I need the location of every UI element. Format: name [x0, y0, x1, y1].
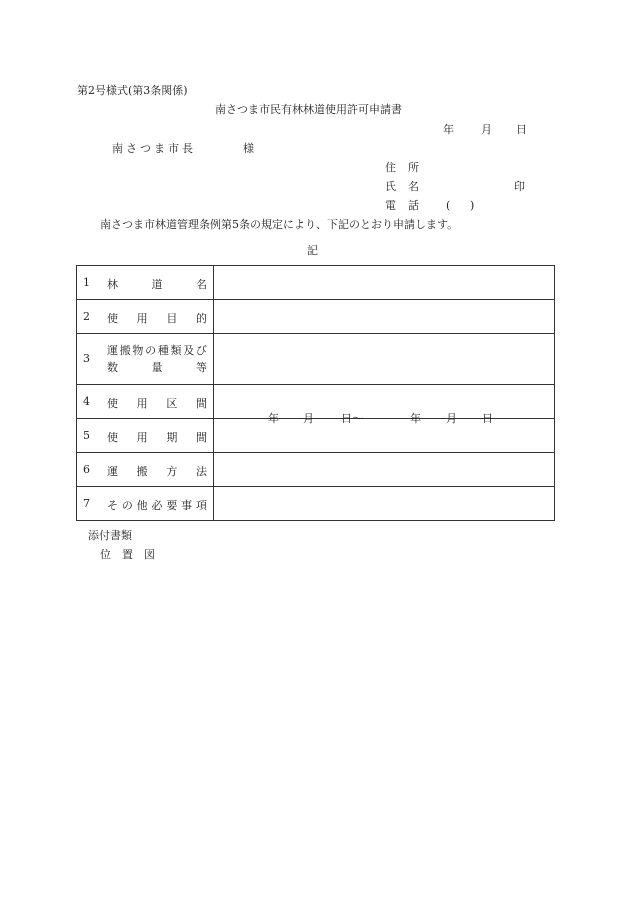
row-label-text: 使 用 目 的	[107, 312, 207, 325]
other-field[interactable]	[214, 487, 555, 521]
period-day-1: 日〜	[341, 412, 363, 425]
period-year-1: 年	[268, 412, 279, 425]
cargo-field[interactable]	[214, 334, 555, 385]
section-field[interactable]	[214, 385, 555, 419]
row-label	[77, 266, 214, 300]
row-label-text: 運 搬 物 の 種 類 及 び 数 量 等	[107, 344, 207, 374]
date-day: 日	[516, 123, 527, 136]
seal-mark: 印	[514, 180, 525, 193]
row-number: 3	[83, 352, 90, 365]
name-label-char-2: 名	[408, 180, 419, 193]
row-number: 2	[83, 310, 90, 323]
period-year-2: 年	[410, 412, 421, 425]
row-label-text: 林 道 名	[107, 278, 207, 291]
road-name-field[interactable]	[214, 266, 555, 300]
ki-heading: 記	[307, 244, 318, 257]
row-label-text: 使 用 区 間	[107, 397, 207, 410]
row-label	[77, 385, 214, 419]
page-title: 南さつま市民有林林道使用許可申請書	[215, 103, 402, 116]
row-label	[77, 334, 214, 385]
form-number: 第2号様式(第3条関係)	[77, 84, 188, 97]
row-label-text: そ の 他 必 要 事 項	[107, 499, 207, 512]
application-table	[76, 265, 555, 521]
phone-paren-close: )	[470, 199, 475, 212]
name-label-char-1: 氏	[385, 180, 396, 193]
attachments-item: 位 置 図	[100, 548, 155, 561]
row-label	[77, 300, 214, 334]
body-text: 南さつま市林道管理条例第5条の規定により、下記のとおり申請します。	[100, 218, 459, 231]
period-day-2: 日	[482, 412, 493, 425]
row-label-text: 運 搬 方 法	[107, 465, 207, 478]
row-number: 4	[83, 395, 90, 408]
table-row-road-name	[77, 266, 555, 300]
table-row-purpose	[77, 300, 555, 334]
row-label	[77, 453, 214, 487]
phone-label-char-2: 話	[408, 199, 419, 212]
address-label-char-2: 所	[408, 161, 419, 174]
row-number: 1	[83, 276, 90, 289]
table-row-other	[77, 487, 555, 521]
date-month: 月	[481, 123, 492, 136]
addressee-honorific: 様	[243, 142, 254, 155]
period-month-2: 月	[446, 412, 457, 425]
period-field[interactable]	[214, 412, 555, 453]
row-label-text: 使 用 期 間	[107, 431, 207, 444]
address-label-char-1: 住	[385, 161, 396, 174]
period-month-1: 月	[303, 412, 314, 425]
row-label	[77, 419, 214, 453]
table-row-method	[77, 453, 555, 487]
phone-paren-open: (	[446, 199, 451, 212]
table-row-cargo	[77, 334, 555, 385]
attachments-heading: 添付書類	[88, 529, 132, 542]
row-number: 7	[83, 497, 90, 510]
date-year: 年	[443, 123, 454, 136]
purpose-field[interactable]	[214, 300, 555, 334]
row-number: 5	[83, 429, 90, 442]
row-number: 6	[83, 463, 90, 476]
method-field[interactable]	[214, 453, 555, 487]
row-label	[77, 487, 214, 521]
table-row-period	[77, 419, 555, 453]
addressee-name: 南さつま市長	[112, 142, 196, 155]
phone-label-char-1: 電	[385, 199, 396, 212]
